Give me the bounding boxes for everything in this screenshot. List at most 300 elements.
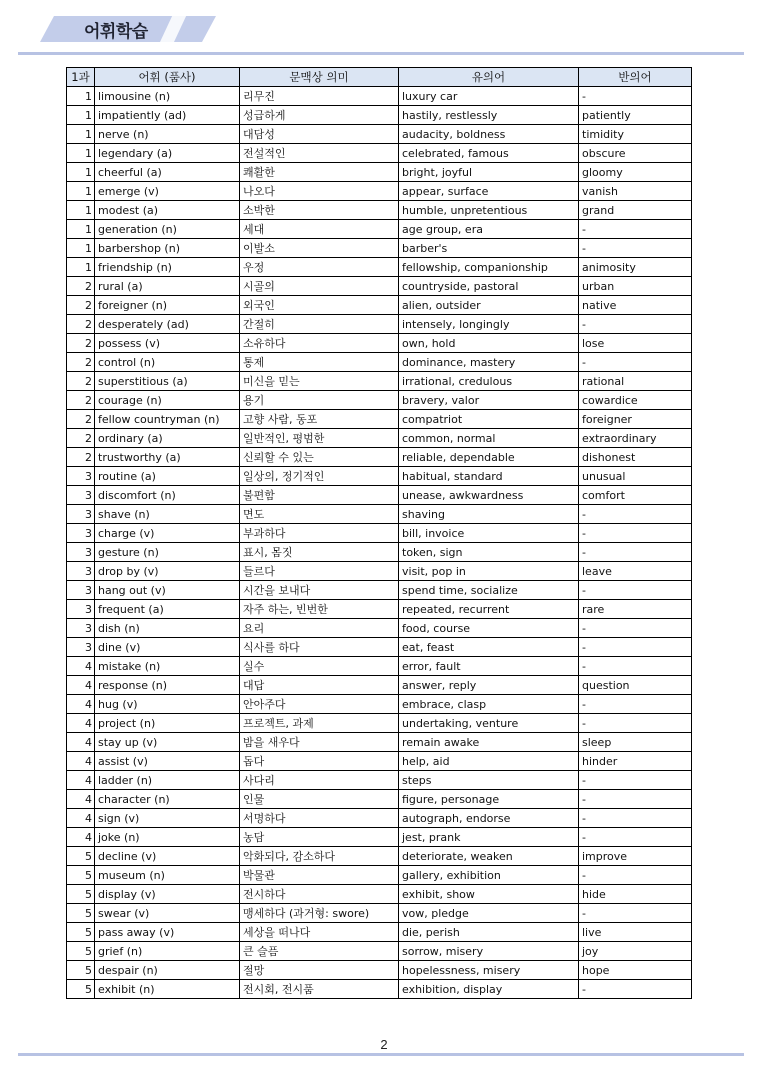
table-row (67, 714, 692, 733)
header-divider (18, 52, 744, 55)
word-cell: nerve (n) (95, 125, 240, 144)
word-cell: barbershop (n) (95, 239, 240, 258)
antonym-cell: sleep (579, 733, 692, 752)
word-cell: joke (n) (95, 828, 240, 847)
antonym-cell: - (579, 657, 692, 676)
antonym-cell: urban (579, 277, 692, 296)
column-header-antonyms: 반의어 (579, 68, 692, 87)
word-cell: despair (n) (95, 961, 240, 980)
meaning-cell: 안아주다 (240, 695, 399, 714)
antonym-cell: - (579, 980, 692, 999)
synonym-cell: bravery, valor (399, 391, 579, 410)
word-cell: drop by (v) (95, 562, 240, 581)
table-row (67, 486, 692, 505)
table-header-row (67, 68, 692, 87)
lesson-cell: 2 (67, 315, 95, 334)
lesson-cell: 5 (67, 885, 95, 904)
meaning-cell: 고향 사람, 동포 (240, 410, 399, 429)
antonym-cell: vanish (579, 182, 692, 201)
synonym-cell: age group, era (399, 220, 579, 239)
meaning-cell: 실수 (240, 657, 399, 676)
table-row (67, 638, 692, 657)
word-cell: swear (v) (95, 904, 240, 923)
synonym-cell: answer, reply (399, 676, 579, 695)
lesson-cell: 5 (67, 980, 95, 999)
table-row (67, 258, 692, 277)
table-row (67, 106, 692, 125)
antonym-cell: - (579, 353, 692, 372)
antonym-cell: - (579, 828, 692, 847)
meaning-cell: 들르다 (240, 562, 399, 581)
antonym-cell: hide (579, 885, 692, 904)
word-cell: courage (n) (95, 391, 240, 410)
lesson-cell: 3 (67, 467, 95, 486)
meaning-cell: 인물 (240, 790, 399, 809)
word-cell: decline (v) (95, 847, 240, 866)
antonym-cell: - (579, 809, 692, 828)
word-cell: cheerful (a) (95, 163, 240, 182)
lesson-cell: 1 (67, 220, 95, 239)
meaning-cell: 용기 (240, 391, 399, 410)
meaning-cell: 성급하게 (240, 106, 399, 125)
lesson-cell: 4 (67, 733, 95, 752)
antonym-cell: gloomy (579, 163, 692, 182)
lesson-cell: 3 (67, 562, 95, 581)
lesson-cell: 4 (67, 828, 95, 847)
word-cell: ordinary (a) (95, 429, 240, 448)
antonym-cell: - (579, 790, 692, 809)
synonym-cell: error, fault (399, 657, 579, 676)
table-row (67, 144, 692, 163)
table-row (67, 790, 692, 809)
meaning-cell: 맹세하다 (과거형: swore) (240, 904, 399, 923)
lesson-cell: 5 (67, 904, 95, 923)
word-cell: control (n) (95, 353, 240, 372)
meaning-cell: 세상을 떠나다 (240, 923, 399, 942)
meaning-cell: 소박한 (240, 201, 399, 220)
synonym-cell: gallery, exhibition (399, 866, 579, 885)
word-cell: sign (v) (95, 809, 240, 828)
meaning-cell: 돕다 (240, 752, 399, 771)
synonym-cell: sorrow, misery (399, 942, 579, 961)
word-cell: mistake (n) (95, 657, 240, 676)
meaning-cell: 통제 (240, 353, 399, 372)
synonym-cell: luxury car (399, 87, 579, 106)
antonym-cell: - (579, 315, 692, 334)
word-cell: stay up (v) (95, 733, 240, 752)
word-cell: ladder (n) (95, 771, 240, 790)
synonym-cell: appear, surface (399, 182, 579, 201)
table-row (67, 923, 692, 942)
word-cell: character (n) (95, 790, 240, 809)
synonym-cell: fellowship, companionship (399, 258, 579, 277)
lesson-cell: 3 (67, 505, 95, 524)
word-cell: friendship (n) (95, 258, 240, 277)
lesson-cell: 3 (67, 581, 95, 600)
lesson-cell: 1 (67, 258, 95, 277)
meaning-cell: 쾌활한 (240, 163, 399, 182)
meaning-cell: 일반적인, 평범한 (240, 429, 399, 448)
lesson-cell: 2 (67, 296, 95, 315)
synonym-cell: audacity, boldness (399, 125, 579, 144)
word-cell: assist (v) (95, 752, 240, 771)
synonym-cell: deteriorate, weaken (399, 847, 579, 866)
table-row (67, 847, 692, 866)
lesson-cell: 4 (67, 790, 95, 809)
table-row (67, 771, 692, 790)
antonym-cell: rational (579, 372, 692, 391)
table-row (67, 353, 692, 372)
table-row (67, 600, 692, 619)
synonym-cell: intensely, longingly (399, 315, 579, 334)
synonym-cell: food, course (399, 619, 579, 638)
lesson-cell: 2 (67, 448, 95, 467)
word-cell: modest (a) (95, 201, 240, 220)
table-row (67, 980, 692, 999)
meaning-cell: 소유하다 (240, 334, 399, 353)
word-cell: rural (a) (95, 277, 240, 296)
antonym-cell: hope (579, 961, 692, 980)
table-row (67, 182, 692, 201)
lesson-cell: 2 (67, 334, 95, 353)
antonym-cell: dishonest (579, 448, 692, 467)
word-cell: exhibit (n) (95, 980, 240, 999)
meaning-cell: 전시회, 전시품 (240, 980, 399, 999)
synonym-cell: help, aid (399, 752, 579, 771)
lesson-cell: 4 (67, 695, 95, 714)
synonym-cell: spend time, socialize (399, 581, 579, 600)
table-row (67, 657, 692, 676)
synonym-cell: eat, feast (399, 638, 579, 657)
antonym-cell: unusual (579, 467, 692, 486)
antonym-cell: - (579, 714, 692, 733)
antonym-cell: question (579, 676, 692, 695)
lesson-cell: 2 (67, 429, 95, 448)
synonym-cell: figure, personage (399, 790, 579, 809)
lesson-cell: 3 (67, 543, 95, 562)
meaning-cell: 리무진 (240, 87, 399, 106)
word-cell: dish (n) (95, 619, 240, 638)
antonym-cell: - (579, 638, 692, 657)
table-row (67, 296, 692, 315)
table-body (67, 87, 692, 999)
synonym-cell: hopelessness, misery (399, 961, 579, 980)
word-cell: response (n) (95, 676, 240, 695)
synonym-cell: barber's (399, 239, 579, 258)
synonym-cell: irrational, credulous (399, 372, 579, 391)
meaning-cell: 서명하다 (240, 809, 399, 828)
antonym-cell: - (579, 505, 692, 524)
synonym-cell: common, normal (399, 429, 579, 448)
meaning-cell: 외국인 (240, 296, 399, 315)
table-row (67, 809, 692, 828)
section-title: 어휘학습 (84, 22, 148, 42)
synonym-cell: embrace, clasp (399, 695, 579, 714)
table-row (67, 448, 692, 467)
antonym-cell: - (579, 220, 692, 239)
synonym-cell: habitual, standard (399, 467, 579, 486)
table-row (67, 581, 692, 600)
synonym-cell: jest, prank (399, 828, 579, 847)
word-cell: hang out (v) (95, 581, 240, 600)
table-row (67, 239, 692, 258)
meaning-cell: 절망 (240, 961, 399, 980)
synonym-cell: visit, pop in (399, 562, 579, 581)
antonym-cell: patiently (579, 106, 692, 125)
synonym-cell: autograph, endorse (399, 809, 579, 828)
lesson-cell: 5 (67, 961, 95, 980)
table-row (67, 277, 692, 296)
lesson-cell: 2 (67, 353, 95, 372)
table-row (67, 467, 692, 486)
meaning-cell: 밤을 새우다 (240, 733, 399, 752)
table-row (67, 752, 692, 771)
antonym-cell: animosity (579, 258, 692, 277)
antonym-cell: - (579, 524, 692, 543)
word-cell: gesture (n) (95, 543, 240, 562)
synonym-cell: vow, pledge (399, 904, 579, 923)
meaning-cell: 신뢰할 수 있는 (240, 448, 399, 467)
word-cell: charge (v) (95, 524, 240, 543)
antonym-cell: comfort (579, 486, 692, 505)
lesson-cell: 2 (67, 277, 95, 296)
lesson-cell: 2 (67, 372, 95, 391)
table-row (67, 866, 692, 885)
antonym-cell: rare (579, 600, 692, 619)
meaning-cell: 표시, 몸짓 (240, 543, 399, 562)
lesson-cell: 2 (67, 391, 95, 410)
synonym-cell: own, hold (399, 334, 579, 353)
table-row (67, 334, 692, 353)
antonym-cell: - (579, 87, 692, 106)
word-cell: dine (v) (95, 638, 240, 657)
word-cell: discomfort (n) (95, 486, 240, 505)
lesson-cell: 3 (67, 638, 95, 657)
table-row (67, 562, 692, 581)
antonym-cell: - (579, 695, 692, 714)
synonym-cell: hastily, restlessly (399, 106, 579, 125)
word-cell: museum (n) (95, 866, 240, 885)
meaning-cell: 시골의 (240, 277, 399, 296)
table-row (67, 429, 692, 448)
synonym-cell: dominance, mastery (399, 353, 579, 372)
lesson-cell: 3 (67, 600, 95, 619)
meaning-cell: 요리 (240, 619, 399, 638)
lesson-cell: 1 (67, 239, 95, 258)
lesson-cell: 3 (67, 524, 95, 543)
meaning-cell: 큰 슬픔 (240, 942, 399, 961)
synonym-cell: bill, invoice (399, 524, 579, 543)
meaning-cell: 악화되다, 감소하다 (240, 847, 399, 866)
lesson-cell: 5 (67, 942, 95, 961)
word-cell: emerge (v) (95, 182, 240, 201)
antonym-cell: foreigner (579, 410, 692, 429)
synonym-cell: undertaking, venture (399, 714, 579, 733)
antonym-cell: obscure (579, 144, 692, 163)
synonym-cell: countryside, pastoral (399, 277, 579, 296)
synonym-cell: exhibit, show (399, 885, 579, 904)
synonym-cell: repeated, recurrent (399, 600, 579, 619)
meaning-cell: 미신을 믿는 (240, 372, 399, 391)
lesson-cell: 4 (67, 676, 95, 695)
table-row (67, 942, 692, 961)
word-cell: routine (a) (95, 467, 240, 486)
meaning-cell: 나오다 (240, 182, 399, 201)
lesson-cell: 4 (67, 657, 95, 676)
synonym-cell: compatriot (399, 410, 579, 429)
meaning-cell: 불편함 (240, 486, 399, 505)
lesson-cell: 3 (67, 486, 95, 505)
meaning-cell: 이발소 (240, 239, 399, 258)
meaning-cell: 면도 (240, 505, 399, 524)
meaning-cell: 일상의, 정기적인 (240, 467, 399, 486)
table-row (67, 505, 692, 524)
word-cell: foreigner (n) (95, 296, 240, 315)
table-row (67, 695, 692, 714)
meaning-cell: 전시하다 (240, 885, 399, 904)
table-row (67, 733, 692, 752)
lesson-cell: 4 (67, 771, 95, 790)
footer-divider (18, 1053, 744, 1056)
antonym-cell: - (579, 543, 692, 562)
antonym-cell: - (579, 239, 692, 258)
meaning-cell: 간절히 (240, 315, 399, 334)
table-row (67, 125, 692, 144)
meaning-cell: 프로젝트, 과제 (240, 714, 399, 733)
meaning-cell: 대답 (240, 676, 399, 695)
word-cell: impatiently (ad) (95, 106, 240, 125)
table-row (67, 828, 692, 847)
lesson-cell: 4 (67, 809, 95, 828)
antonym-cell: leave (579, 562, 692, 581)
meaning-cell: 자주 하는, 빈번한 (240, 600, 399, 619)
synonym-cell: alien, outsider (399, 296, 579, 315)
column-header-synonyms: 유의어 (399, 68, 579, 87)
antonym-cell: - (579, 866, 692, 885)
word-cell: trustworthy (a) (95, 448, 240, 467)
meaning-cell: 대담성 (240, 125, 399, 144)
meaning-cell: 농담 (240, 828, 399, 847)
antonym-cell: - (579, 581, 692, 600)
antonym-cell: - (579, 771, 692, 790)
table-row (67, 524, 692, 543)
lesson-cell: 4 (67, 714, 95, 733)
antonym-cell: extraordinary (579, 429, 692, 448)
antonym-cell: - (579, 904, 692, 923)
word-cell: fellow countryman (n) (95, 410, 240, 429)
word-cell: generation (n) (95, 220, 240, 239)
antonym-cell: joy (579, 942, 692, 961)
synonym-cell: celebrated, famous (399, 144, 579, 163)
word-cell: hug (v) (95, 695, 240, 714)
lesson-cell: 5 (67, 923, 95, 942)
antonym-cell: hinder (579, 752, 692, 771)
synonym-cell: unease, awkwardness (399, 486, 579, 505)
meaning-cell: 세대 (240, 220, 399, 239)
synonym-cell: bright, joyful (399, 163, 579, 182)
table-row (67, 391, 692, 410)
vocabulary-table (66, 67, 692, 999)
word-cell: superstitious (a) (95, 372, 240, 391)
table-row (67, 201, 692, 220)
word-cell: possess (v) (95, 334, 240, 353)
table-row (67, 676, 692, 695)
synonym-cell: steps (399, 771, 579, 790)
lesson-cell: 3 (67, 619, 95, 638)
lesson-cell: 1 (67, 87, 95, 106)
table-row (67, 87, 692, 106)
lesson-cell: 1 (67, 144, 95, 163)
word-cell: display (v) (95, 885, 240, 904)
lesson-cell: 1 (67, 163, 95, 182)
lesson-cell: 1 (67, 182, 95, 201)
synonym-cell: shaving (399, 505, 579, 524)
meaning-cell: 우정 (240, 258, 399, 277)
meaning-cell: 식사를 하다 (240, 638, 399, 657)
lesson-cell: 5 (67, 847, 95, 866)
word-cell: desperately (ad) (95, 315, 240, 334)
meaning-cell: 박물관 (240, 866, 399, 885)
antonym-cell: - (579, 619, 692, 638)
table-row (67, 372, 692, 391)
table-row (67, 315, 692, 334)
column-header-lesson: 1과 (67, 68, 95, 87)
word-cell: project (n) (95, 714, 240, 733)
antonym-cell: cowardice (579, 391, 692, 410)
synonym-cell: humble, unpretentious (399, 201, 579, 220)
antonym-cell: grand (579, 201, 692, 220)
lesson-cell: 1 (67, 201, 95, 220)
antonym-cell: live (579, 923, 692, 942)
meaning-cell: 시간을 보내다 (240, 581, 399, 600)
word-cell: limousine (n) (95, 87, 240, 106)
lesson-cell: 1 (67, 106, 95, 125)
table-row (67, 220, 692, 239)
column-header-meaning: 문맥상 의미 (240, 68, 399, 87)
antonym-cell: native (579, 296, 692, 315)
lesson-cell: 4 (67, 752, 95, 771)
meaning-cell: 사다리 (240, 771, 399, 790)
antonym-cell: lose (579, 334, 692, 353)
word-cell: shave (n) (95, 505, 240, 524)
table-row (67, 543, 692, 562)
synonym-cell: remain awake (399, 733, 579, 752)
synonym-cell: exhibition, display (399, 980, 579, 999)
table-row (67, 410, 692, 429)
word-cell: frequent (a) (95, 600, 240, 619)
table-row (67, 961, 692, 980)
lesson-cell: 5 (67, 866, 95, 885)
table-row (67, 619, 692, 638)
word-cell: pass away (v) (95, 923, 240, 942)
table-row (67, 163, 692, 182)
antonym-cell: improve (579, 847, 692, 866)
page-number: 2 (380, 1037, 388, 1052)
synonym-cell: token, sign (399, 543, 579, 562)
column-header-word: 어휘 (품사) (95, 68, 240, 87)
meaning-cell: 전설적인 (240, 144, 399, 163)
table-row (67, 904, 692, 923)
antonym-cell: timidity (579, 125, 692, 144)
lesson-cell: 1 (67, 125, 95, 144)
word-cell: grief (n) (95, 942, 240, 961)
synonym-cell: reliable, dependable (399, 448, 579, 467)
synonym-cell: die, perish (399, 923, 579, 942)
meaning-cell: 부과하다 (240, 524, 399, 543)
lesson-cell: 2 (67, 410, 95, 429)
word-cell: legendary (a) (95, 144, 240, 163)
table-row (67, 885, 692, 904)
